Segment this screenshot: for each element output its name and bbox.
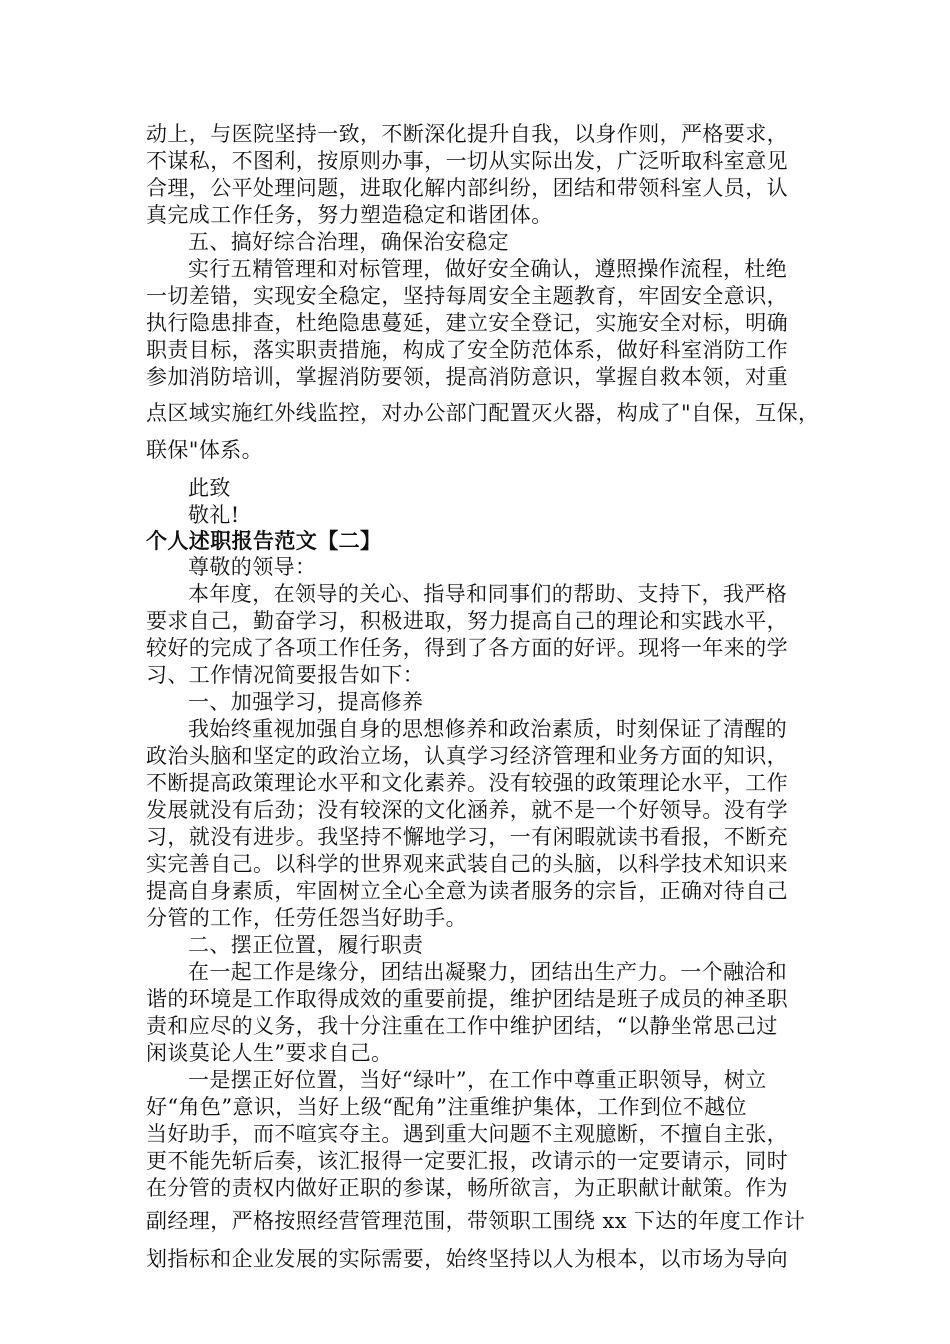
text-line: 要求自己，勤奋学习，积极进取，努力提高自己的理论和实践水平， — [146, 609, 788, 633]
text-line: 在一起工作是缘分，团结出凝聚力，团结出生产力。一个融洽和 — [188, 960, 788, 984]
text-line: 在分管的责权内做好正职的参谋，畅所欲言，为正职献计献策。作为 — [146, 1176, 788, 1200]
text-line: 习、工作情况简要报告如下： — [146, 663, 425, 687]
section-heading: 一、加强学习，提高修养 — [188, 690, 424, 714]
text-line: 实行五精管理和对标管理，做好安全确认，遵照操作流程，杜绝 — [188, 257, 788, 281]
section-heading: 二、摆正位置，履行职责 — [188, 933, 424, 957]
text-line: 合理，公平处理问题，进取化解内部纠纷，团结和带领科室人员，认 — [146, 176, 788, 200]
text-line: 分管的工作，任劳任怨当好助手。 — [146, 906, 467, 930]
text-line: 较好的完成了各项工作任务，得到了各方面的好评。现将一年来的学 — [146, 636, 788, 660]
text-line: 不断提高政策理论水平和文化素养。没有较强的政策理论水平，工作 — [146, 771, 788, 795]
salutation: 尊敬的领导： — [188, 555, 317, 579]
text-line: 谐的环境是工作取得成效的重要前提，维护团结是班子成员的神圣职 — [146, 987, 788, 1011]
text-line: 闲谈莫论人生”要求自己。 — [146, 1041, 393, 1065]
text-line: 不谋私，不图利，按原则办事，一切从实际出发，广泛听取科室意见 — [146, 149, 788, 173]
text-line: 习，就没有进步。我坚持不懈地学习，一有闲暇就读书看报，不断充 — [146, 825, 788, 849]
text-line: 发展就没有后劲；没有较深的文化涵养，就不是一个好领导。没有学 — [146, 798, 788, 822]
text-line: 参加消防培训，掌握消防要领，提高消防意识，掌握自救本领，对重 — [146, 365, 788, 389]
text-line: 副经理，严格按照经营管理范围，带领职工围绕 xx 下达的年度工作计 — [146, 1209, 806, 1233]
text-line: 划指标和企业发展的实际需要，始终坚持以人为根本，以市场为导向 — [146, 1247, 788, 1271]
text-line: 一切差错，实现安全稳定，坚持每周安全主题教育，牢固安全意识， — [146, 284, 788, 308]
text-line: 执行隐患排查，杜绝隐患蔓延，建立安全登记，实施安全对标，明确 — [146, 311, 788, 335]
text-line: 本年度，在领导的关心、指导和同事们的帮助、支持下，我严格 — [188, 582, 788, 606]
text-line: 真完成工作任务，努力塑造稳定和谐团体。 — [146, 203, 553, 227]
text-line: 当好助手，而不喧宾夺主。遇到重大问题不主观臆断，不擅自主张， — [146, 1122, 788, 1146]
text-line: 点区域实施红外线监控，对办公部门配置灭火器，构成了"自保，互保， — [146, 401, 820, 425]
text-line: 更不能先斩后奏，该汇报得一定要汇报，改请示的一定要请示，同时 — [146, 1149, 788, 1173]
section-heading: 五、搞好综合治理，确保治安稳定 — [188, 230, 509, 254]
closing-line: 此致 — [188, 476, 231, 500]
text-line: 动上，与医院坚持一致，不断深化提升自我，以身作则，严格要求， — [146, 122, 788, 146]
text-line: 好“角色”意识，当好上级“配角”注重维护集体，工作到位不越位 — [146, 1095, 747, 1119]
text-line: 提高自身素质，牢固树立全心全意为读者服务的宗旨，正确对待自己 — [146, 879, 788, 903]
text-line: 政治头脑和坚定的政治立场，认真学习经济管理和业务方面的知识， — [146, 744, 788, 768]
report-title: 个人述职报告范文【二】 — [146, 528, 382, 553]
closing-line: 敬礼! — [188, 503, 240, 527]
text-line: 联保"体系。 — [146, 438, 264, 462]
text-line: 职责目标，落实职责措施，构成了安全防范体系，做好科室消防工作 — [146, 338, 788, 362]
text-line: 我始终重视加强自身的思想修养和政治素质，时刻保证了清醒的 — [188, 717, 788, 741]
text-line: 责和应尽的义务，我十分注重在工作中维护团结，“以静坐常思己过 — [146, 1014, 778, 1038]
text-line: 一是摆正好位置，当好“绿叶”，在工作中尊重正职领导，树立 — [188, 1068, 767, 1092]
text-line: 实完善自己。以科学的世界观来武装自己的头脑，以科学技术知识来 — [146, 852, 788, 876]
